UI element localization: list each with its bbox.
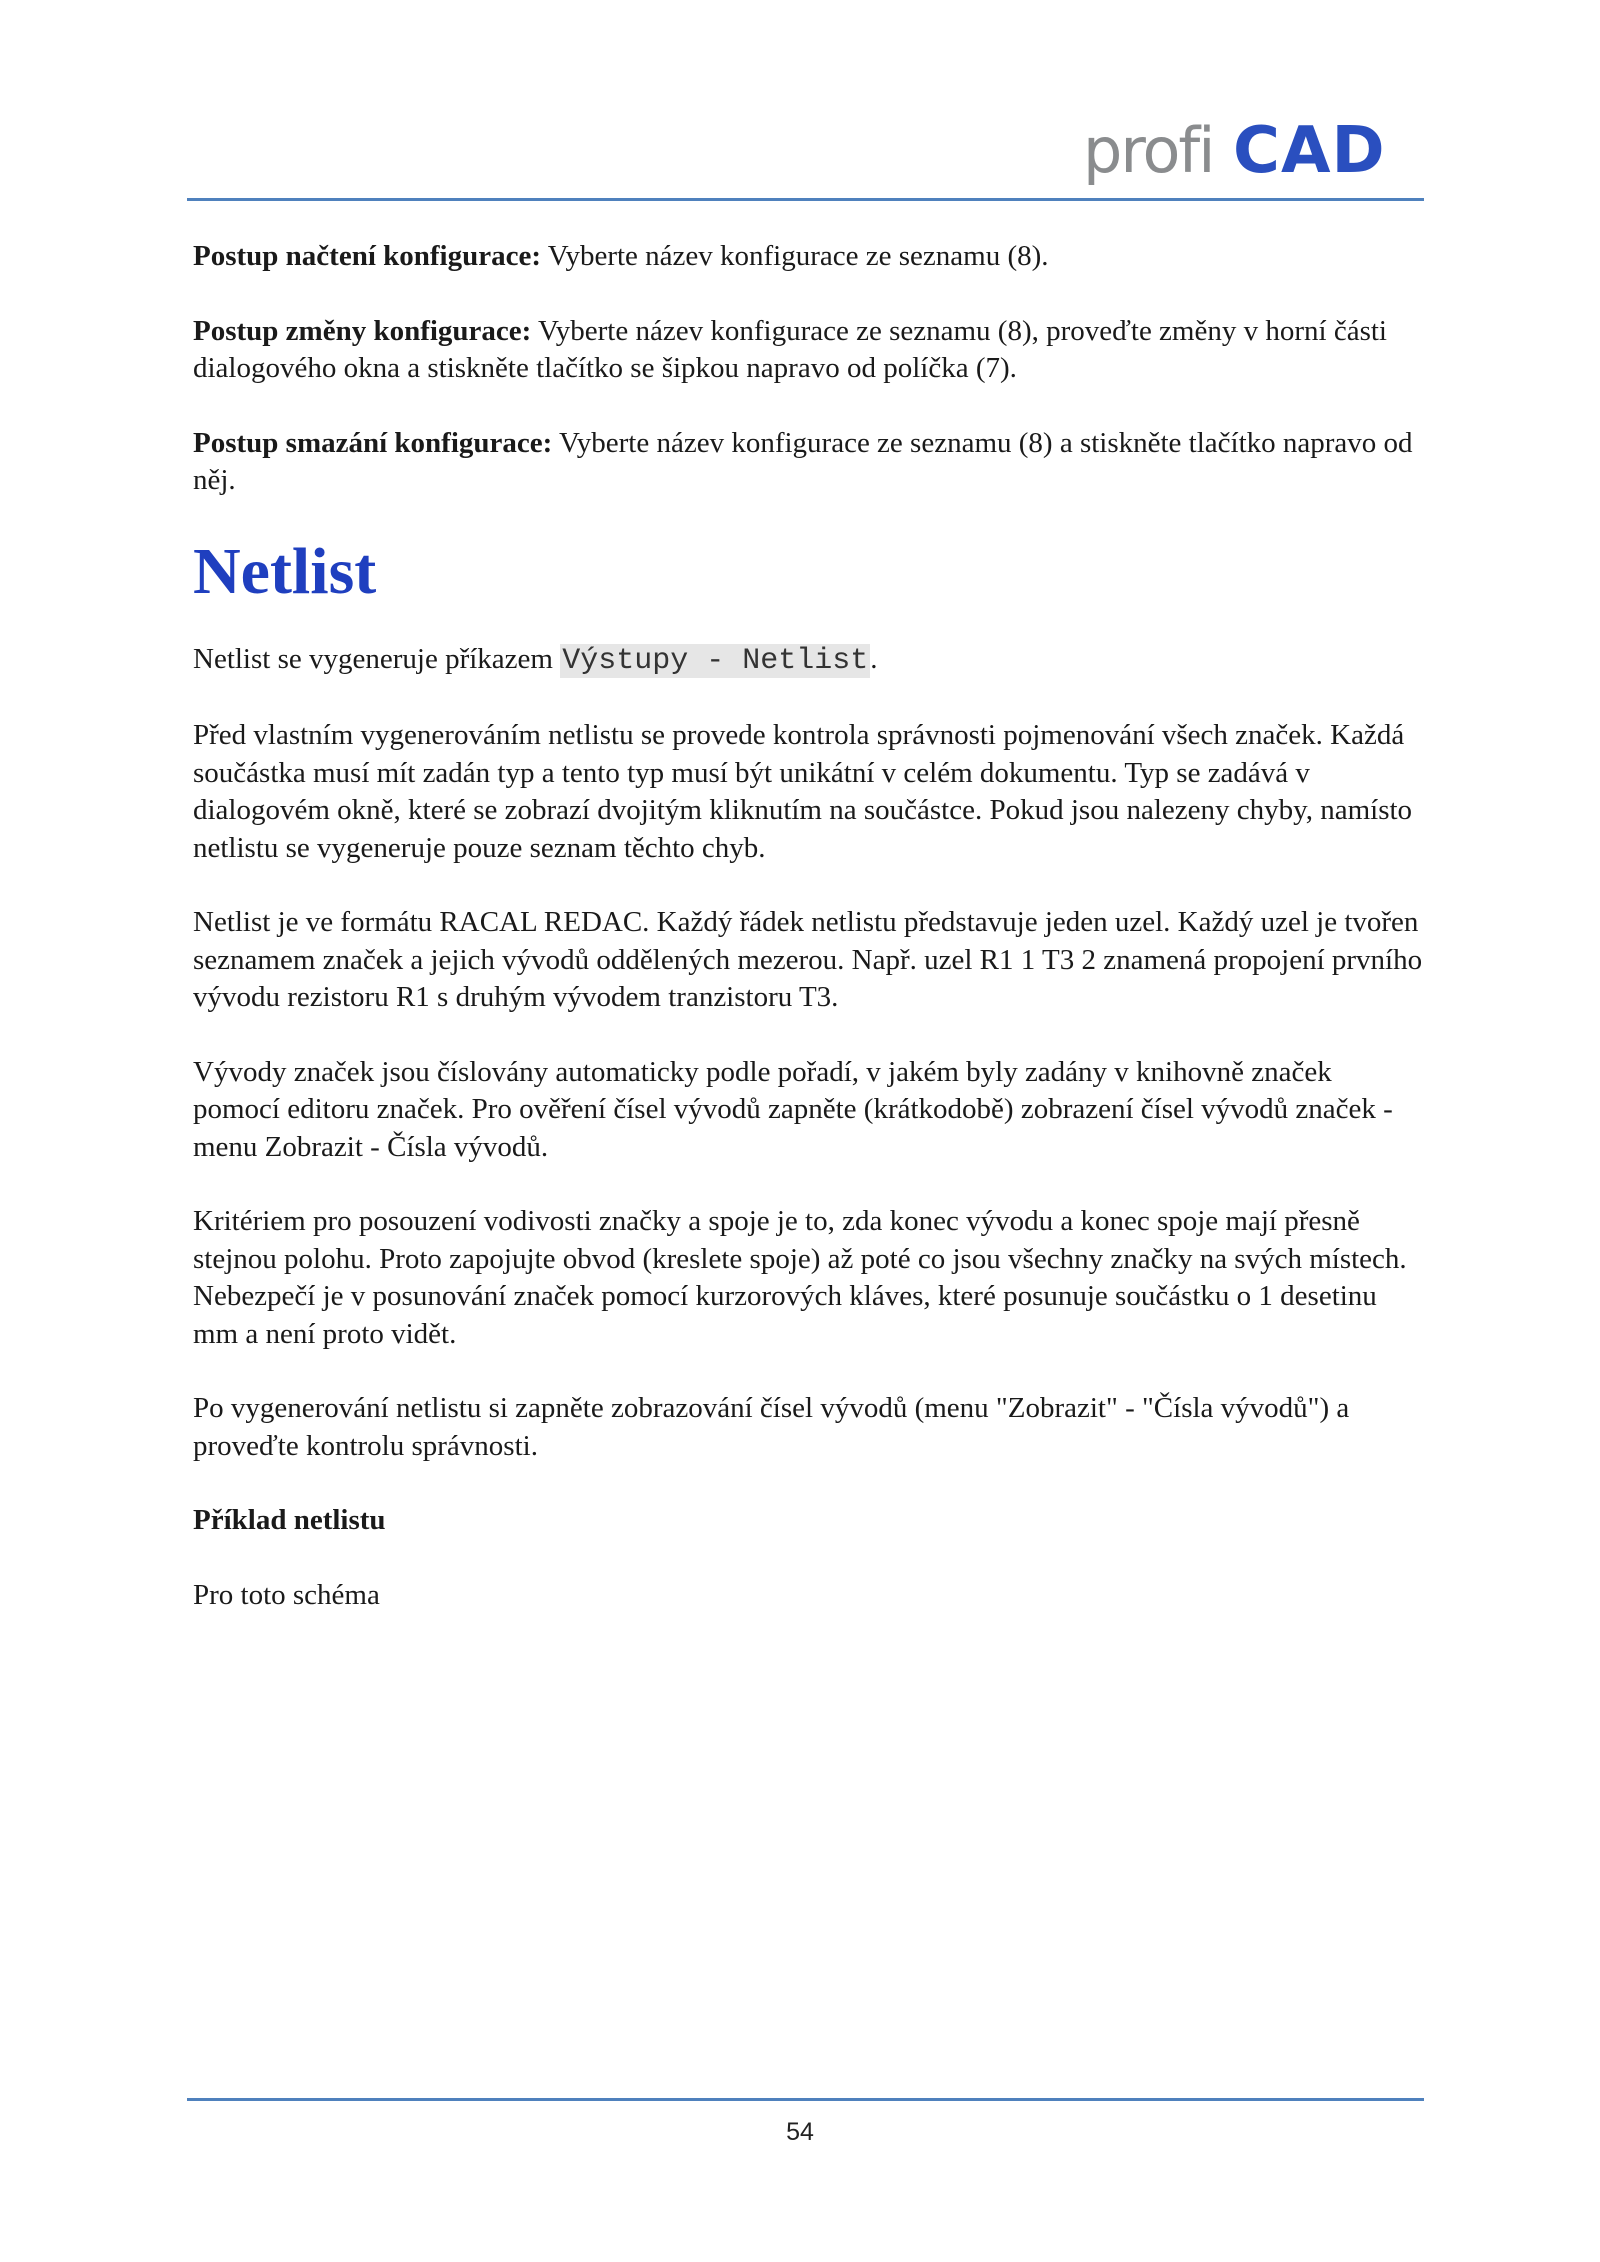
load-config-text: Vyberte název konfigurace ze seznamu (8). (541, 240, 1049, 272)
menu-command: Výstupy - Netlist (562, 643, 869, 678)
netlist-paragraph-1: Před vlastním vygenerováním netlistu se provede kontrola správnosti pojmenování všech značek. Každá součástka musí mít zadán typ a tento typ musí být unikátní v celém dokumentu. Typ se zadává v dialogovém okně, které se zobrazí dvojitým kliknutím na součástce. Pokud jsou nalezeny chyby, namísto netlistu se vygeneruje pouze seznam těchto chyb. (193, 719, 1413, 864)
netlist-intro-end: . (870, 642, 878, 675)
delete-config-label: Postup smazání konfigurace: (193, 426, 553, 459)
netlist-paragraph-4: Kritériem pro posouzení vodivosti značky a spoje je to, zda konec vývodu a konec spoje mají přesně stejnou polohu. Proto zapojujte obvod (kreslete spoje) až poté co jsou všechny značky na svých místech. Nebezpečí je v posunování značek pomocí kurzorových kláves, které posunuje součástku o 1 desetinu mm a není proto vidět. (193, 1205, 1407, 1350)
page-number: 54 (786, 2118, 814, 2146)
example-text: Pro toto schéma (193, 1578, 380, 1611)
logo-profi-text: profi (1083, 114, 1214, 186)
delete-config-text: Vyberte název konfigurace ze seznamu (8) a stiskněte tlačítko napravo od něj. (193, 426, 1413, 496)
load-config-paragraph (193, 238, 1423, 276)
footer-rule (187, 2098, 1424, 2101)
load-config-label: Postup načtení konfigurace: (193, 240, 541, 272)
page-content (193, 238, 1423, 1651)
netlist-paragraph-2: Netlist je ve formátu RACAL REDAC. Každý řádek netlistu představuje jeden uzel. Každý uzel je tvořen seznamem značek a jejich vývodů oddělených mezerou. Např. uzel R1 1 T3 2 znamená propojení prvního vývodu rezistoru R1 s druhým vývodem tranzistoru T3. (193, 906, 1423, 1013)
header-rule (187, 198, 1424, 201)
delete-config-paragraph (193, 425, 1423, 500)
change-config-label: Postup změny konfigurace: (193, 314, 532, 347)
netlist-intro-text: Netlist se vygeneruje příkazem (193, 642, 561, 675)
netlist-paragraph-5: Po vygenerování netlistu si zapněte zobrazování čísel vývodů (menu "Zobrazit" - "Čísla vývodů") a proveďte kontrolu správnosti. (193, 1392, 1350, 1462)
netlist-paragraph-3: Vývody značek jsou číslovány automaticky podle pořadí, v jakém byly zadány v knihovně značek pomocí editoru značek. Pro ověření čísel vývodů zapněte (krátkodobě) zobrazení čísel vývodů značek - menu Zobrazit - Čísla vývodů. (193, 1055, 1393, 1163)
change-config-paragraph (193, 313, 1423, 388)
change-config-text: Vyberte název konfigurace ze seznamu (8), proveďte změny v horní části dialogového okna a stiskněte tlačítko se šipkou napravo od políčka (7). (193, 314, 1387, 384)
example-heading: Příklad netlistu (193, 1504, 386, 1536)
section-heading-netlist: Netlist (193, 534, 377, 608)
proficad-logo (1083, 110, 1413, 186)
logo-cad-text: CAD (1233, 114, 1386, 186)
netlist-intro-paragraph (193, 641, 1423, 681)
